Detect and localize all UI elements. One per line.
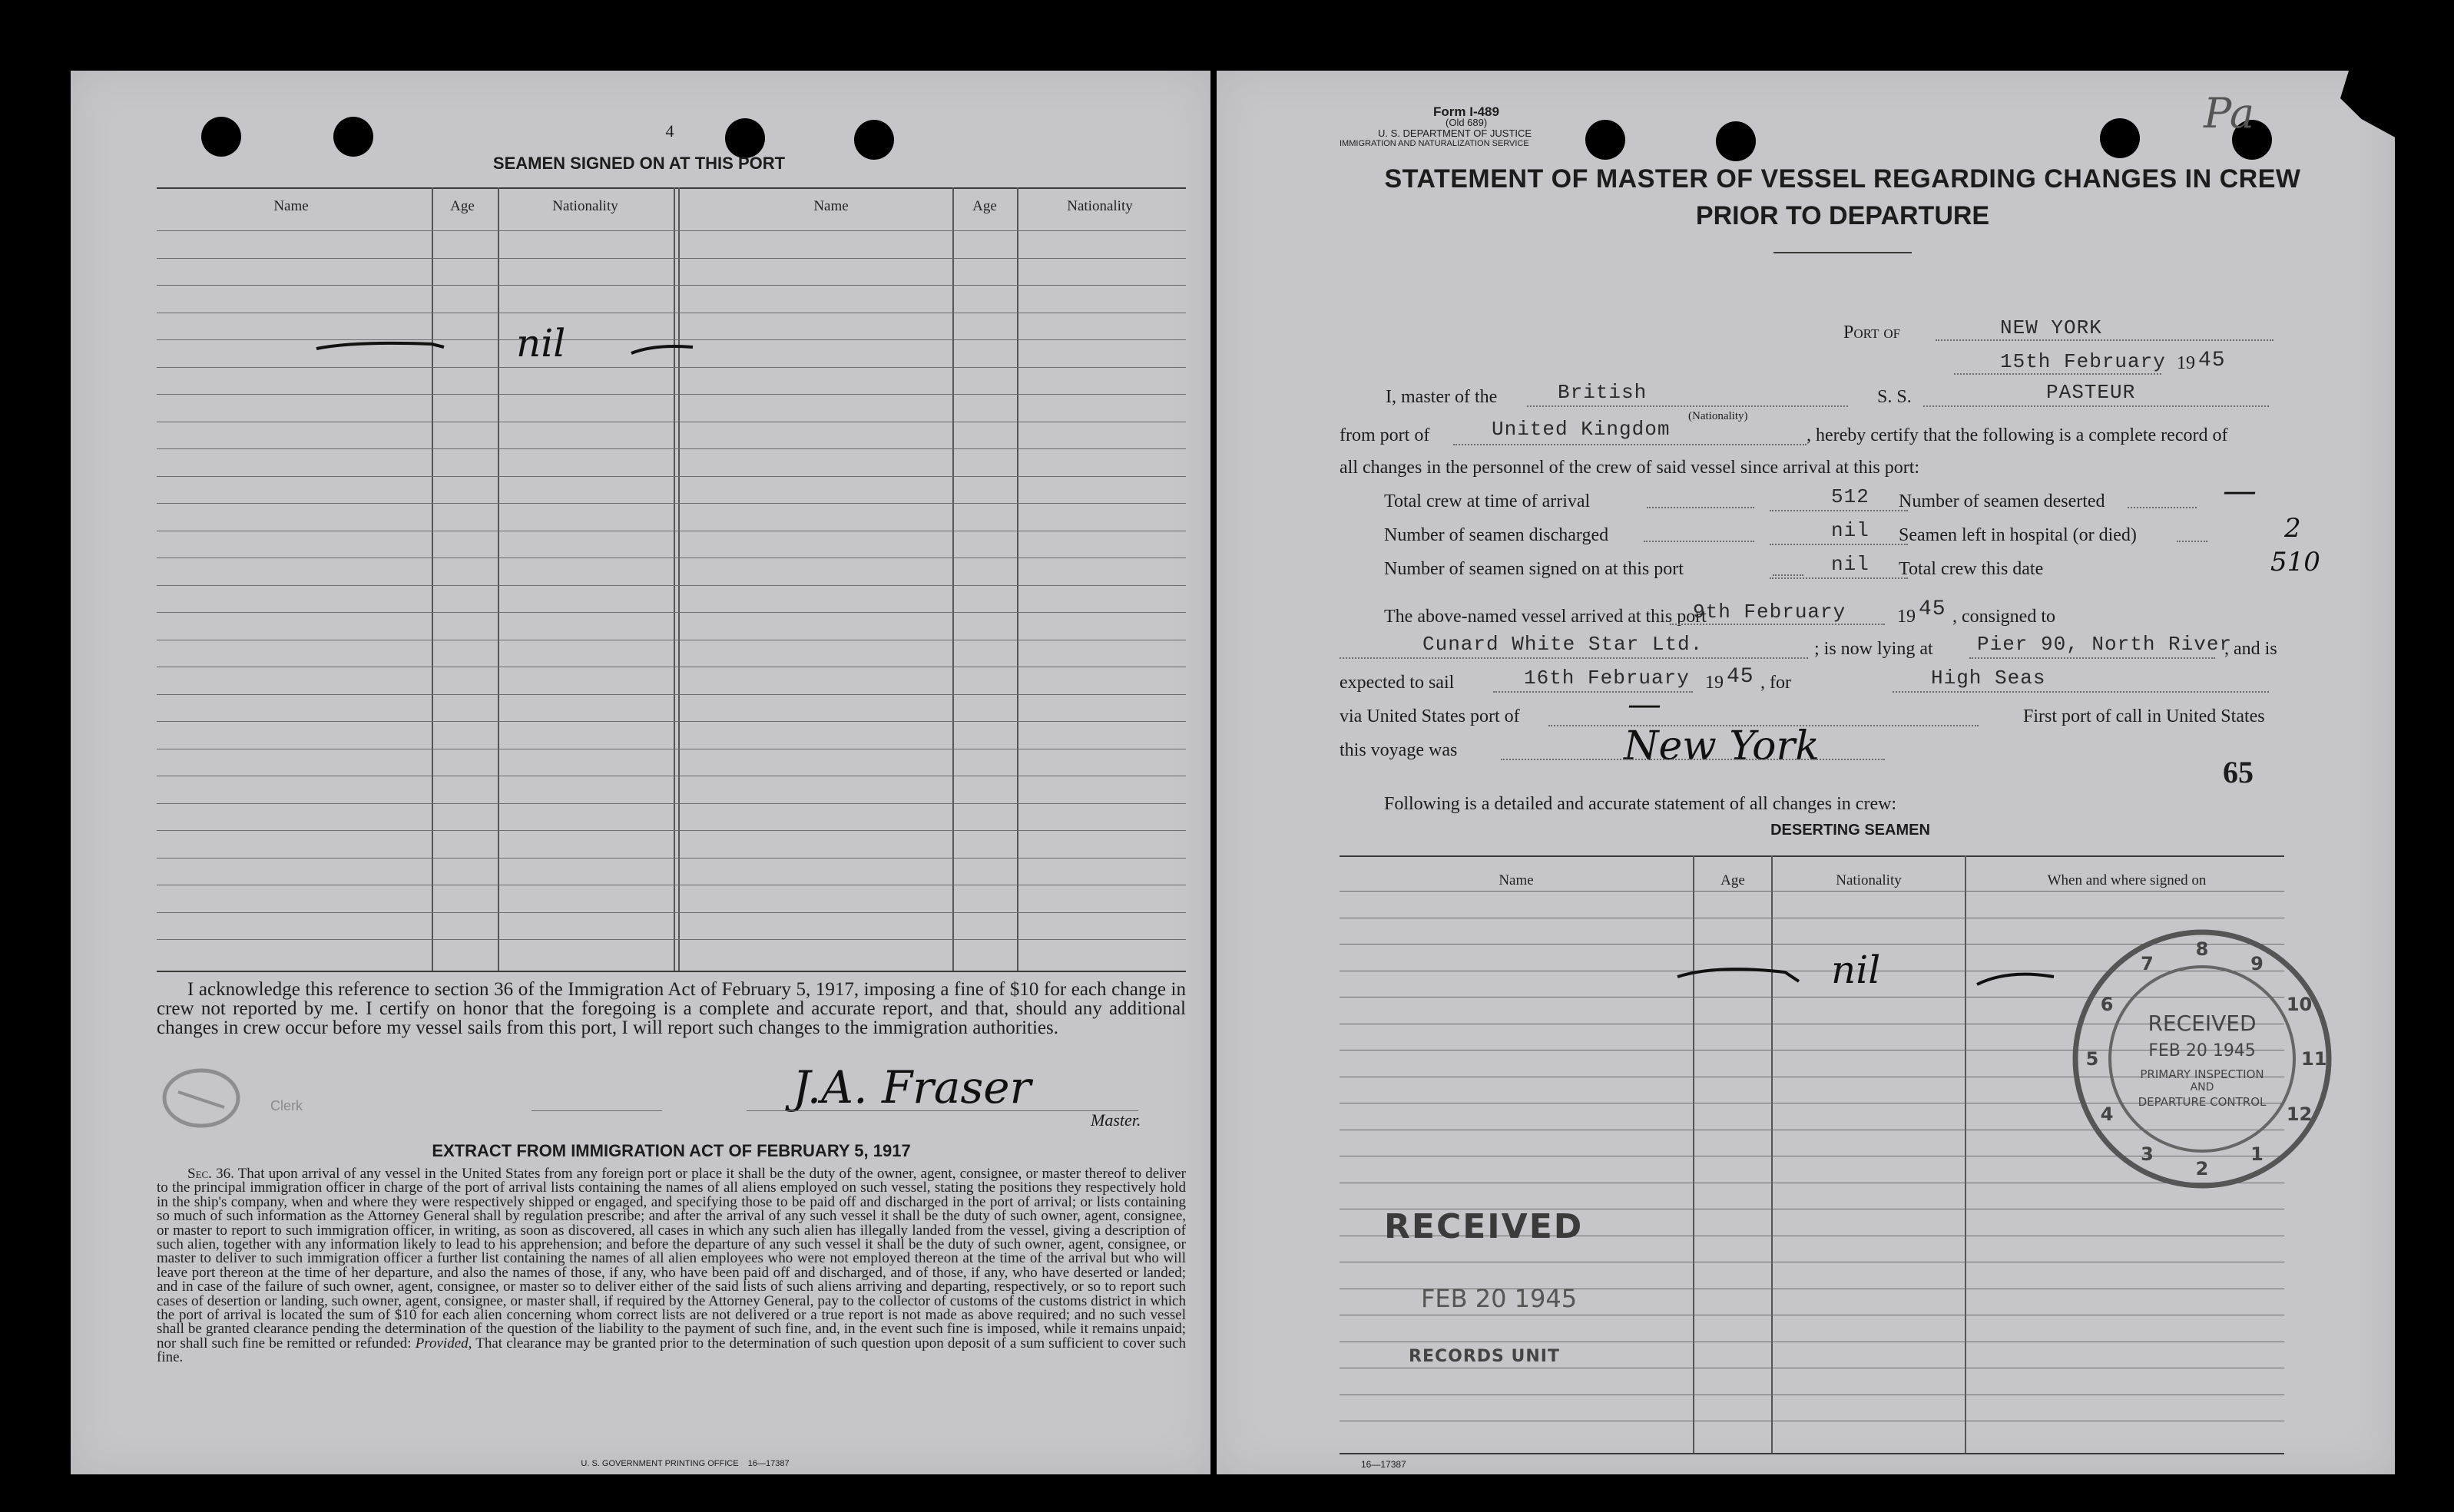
deserted-value: — (2223, 471, 2257, 511)
stamp-ring-number: 7 (2141, 953, 2154, 975)
table-row-rule (157, 858, 1186, 859)
table-row-rule (157, 721, 1186, 722)
for-label: , for (1760, 673, 1791, 693)
table-top-rule (157, 187, 1186, 189)
expected-line (1493, 691, 1693, 693)
page-number: 4 (665, 121, 674, 141)
arrived-year-prefix: 19 (1897, 607, 1916, 627)
stamp-ring-number: 11 (2301, 1048, 2327, 1070)
deserting-col-signed: When and where signed on (2047, 872, 2207, 888)
punch-hole (1585, 120, 1625, 160)
stamp-ring-number: 4 (2100, 1103, 2114, 1125)
ship-line (1923, 405, 2269, 407)
service: IMMIGRATION AND NATURALIZATION SERVICE (1340, 139, 1529, 148)
signed-on-value: nil (1831, 553, 1869, 576)
left-title: SEAMEN SIGNED ON AT THIS PORT (492, 154, 786, 173)
consigned-label: , consigned to (1952, 607, 2055, 627)
extract-body (157, 1167, 1186, 1365)
punch-hole (725, 118, 765, 158)
right-page (1217, 71, 2395, 1474)
deserting-col-age: Age (1720, 872, 1745, 888)
table-row-rule (157, 912, 1186, 913)
stamp-line1: PRIMARY INSPECTION (2140, 1067, 2264, 1081)
punch-hole (333, 117, 373, 157)
extract-section-label: Sec. 36. (187, 1166, 234, 1182)
consignee-line (1340, 657, 1808, 659)
table-row-rule (157, 585, 1186, 586)
col-divider (498, 187, 499, 971)
expected-year-prefix: 19 (1705, 673, 1724, 693)
expected-value: 16th February (1524, 667, 1690, 690)
all-changes-text: all changes in the personnel of the crew of said vessel since arrival at this port: (1340, 458, 1920, 478)
torn-corner (2315, 71, 2395, 140)
received-stamp: RECEIVED (1384, 1207, 1584, 1246)
extract-proviso: Provided, (415, 1335, 472, 1352)
department: U. S. DEPARTMENT OF JUSTICE (1378, 127, 1532, 139)
from-port-value: United Kingdom (1492, 418, 1671, 441)
stamp-ring-number: 10 (2286, 993, 2313, 1015)
consignee-value: Cunard White Star Ltd. (1422, 633, 1704, 656)
clerk-line (532, 1110, 662, 1111)
col-header-age-2: Age (972, 198, 997, 214)
table-bottom-rule (157, 971, 1186, 972)
col-divider (1693, 855, 1694, 1454)
col-header-nationality-2: Nationality (1067, 198, 1133, 214)
form-number: Form I-489 (1433, 104, 1499, 119)
lying-label: ; is now lying at (1814, 639, 1933, 659)
table-row-rule (157, 230, 1186, 231)
extract-end: That clearance may be granted prior to the determination of such question upon deposit of a sum sufficient to cover such fine. (157, 1335, 1186, 1366)
value-line (1770, 577, 1908, 579)
voyage-value: New York (1624, 723, 1820, 769)
corner-annotation: Pa (2204, 89, 2255, 137)
table-row-rule (157, 557, 1186, 558)
title-rule (1773, 252, 1912, 253)
table-row-rule (157, 285, 1186, 286)
table-row-rule (157, 258, 1186, 259)
deserting-col-name: Name (1499, 872, 1534, 888)
port-value: NEW YORK (2000, 316, 2102, 339)
via-value: — (1628, 685, 1661, 724)
ss-label: S. S. (1877, 387, 1912, 407)
handwritten-nil-text: nil (1831, 948, 1881, 992)
for-value: High Seas (1931, 667, 2046, 690)
acknowledgement-text: I acknowledge this reference to section 36 of the Immigration Act of February 5, 1917, imposing a fine of $10 for each change in crew not reported by me. I certify on honor that the foregoing is a complete and accurate report, and that, should any additional changes in crew occur before my vessel sails from this port, I will report such changes to the immigration authorities. (157, 979, 1186, 1038)
table-row-rule (157, 612, 1186, 613)
deserting-table-top (1340, 855, 2284, 857)
total-crew-arrival-label: Total crew at time of arrival (1384, 491, 1591, 511)
round-receipt-stamp (2068, 925, 2336, 1193)
and-is-label: , and is (2224, 639, 2277, 659)
extract-title: EXTRACT FROM IMMIGRATION ACT OF FEBRUARY 5, 1917 (432, 1141, 911, 1160)
via-label: via United States port of (1340, 706, 1520, 726)
leader-dots (1644, 541, 1754, 542)
hospital-label: Seamen left in hospital (or died) (1899, 525, 2137, 545)
nationality-line (1527, 405, 1848, 407)
certify-text: , hereby certify that the following is a complete record of (1807, 425, 2228, 445)
col-divider (674, 187, 675, 971)
received-date: FEB 20 1945 (1421, 1284, 1578, 1313)
leader-dots (1647, 507, 1754, 508)
year-prefix: 19 (2177, 353, 2195, 373)
table-row-rule (1340, 891, 2284, 892)
port-line (1936, 339, 2274, 341)
col-header-nationality-1: Nationality (552, 198, 618, 214)
stamp-ring-number: 12 (2286, 1103, 2313, 1125)
table-row-rule (157, 694, 1186, 695)
lying-line (1969, 657, 2215, 659)
leader-dots (2177, 541, 2207, 542)
for-line (1893, 691, 2269, 693)
table-row-rule (157, 939, 1186, 940)
table-row-rule (157, 394, 1186, 395)
master-label: Master. (1091, 1110, 1141, 1130)
handwritten-nil-left (309, 321, 739, 367)
stamp-ring-number: 5 (2085, 1048, 2099, 1070)
stamp-ring-number: 1 (2250, 1143, 2264, 1165)
year-value: 45 (2198, 349, 2226, 372)
signed-on-label: Number of seamen signed on at this port (1384, 559, 1684, 579)
expected-year: 45 (1727, 665, 1754, 689)
nationality-caption: (Nationality) (1688, 410, 1748, 422)
col-divider (1965, 855, 1966, 1454)
deserting-title: DESERTING SEAMEN (1770, 822, 1930, 839)
date-value: 15th February (2000, 350, 2166, 373)
clerk-stamp (155, 1061, 339, 1138)
from-port-line (1453, 444, 1807, 445)
col-divider (1771, 855, 1773, 1454)
leader-dots (1773, 574, 1803, 576)
form-title-line1: STATEMENT OF MASTER OF VESSEL REGARDING CHANGES IN CREW (1384, 164, 2301, 194)
arrived-line (1670, 624, 1885, 625)
lying-value: Pier 90, North River (1977, 633, 2233, 656)
table-row-rule (157, 803, 1186, 804)
value-line (1770, 510, 1908, 511)
port-label: Port of (1843, 323, 1901, 342)
punch-hole (1716, 121, 1756, 161)
deserting-table-bottom (1340, 1453, 2284, 1454)
stamp-ring-number: 3 (2141, 1143, 2154, 1165)
printing-office: U. S. GOVERNMENT PRINTING OFFICE 16—17387 (581, 1459, 790, 1468)
col-header-name-2: Name (813, 198, 849, 214)
hospital-value: 2 (2284, 513, 2301, 544)
stamp-ring-number: 2 (2195, 1158, 2209, 1179)
stamp-ring-number: 6 (2100, 993, 2114, 1015)
date-line (1954, 373, 2161, 375)
deserting-col-nationality: Nationality (1836, 872, 1902, 888)
ship-name: PASTEUR (2046, 381, 2136, 404)
total-crew-arrival-value: 512 (1831, 485, 1869, 508)
stamp-ring-number: 9 (2250, 953, 2264, 975)
footer-code: 16—17387 (1361, 1459, 1406, 1470)
page-number-stamp: 65 (2223, 755, 2254, 789)
voyage-label: this voyage was (1340, 740, 1458, 760)
arrived-label: The above-named vessel arrived at this port (1384, 607, 1707, 627)
stamp-line2: AND (2190, 1081, 2214, 1093)
extract-text: That upon arrival of any vessel in the United States from any foreign port or place it shall be the duty of the owner, agent, consignee, or master thereof to deliver to the principal immigration officer in charge of the port of arrival lists containing the names of all aliens employed on such vessel, stating the positions they respectively hold in the ship's company, when and where they were respectively shipped or engaged, and specifying those to be paid off and discharged in the port of arrival; or lists containing so much of such information as the Attorney General shall by regulation prescribe; and after the arrival of any such vessel it shall be the duty of such owner, agent, consignee, or master to report to such immigration officer, in writing, as soon as discovered, all cases in which any such alien has illegally landed from the vessel, giving a description of such alien, together with any information likely to lead to his apprehension; and before the departure of any such vessel it shall be the duty of such owner, agent, consignee, or master to deliver to such immigration officer a further list containing the names of all alien employees who were not employed thereon at the time of the arrival but who will leave port thereon at the time of her departure, and also the names of those, if any, who have been paid off and discharged, and of those, if any, who have deserted or landed; and in case of the failure of such owner, agent, consignee, or master so to deliver either of the said lists of such aliens arriving and departing, respectively, or so to report such cases of desertion or landing, such owner, agent, consignee, or master shall, if required by the Attorney General, pay to the collector of customs of the customs district in which the port of arrival is located the sum of $10 for each alien concerning whom correct lists are not delivered or a true report is not made as above required; and no such vessel shall be granted clearance pending the determination of the question of the liability to the payment of such fine, and, in the event such fine is imposed, while it remains unpaid; nor shall such fine be remitted or refunded: (157, 1166, 1186, 1352)
total-crew-date-label: Total crew this date (1899, 559, 2044, 579)
stamp-line3: DEPARTURE CONTROL (2138, 1095, 2267, 1109)
signature-line (747, 1110, 1138, 1111)
form-title-line2: PRIOR TO DEPARTURE (1695, 201, 1990, 230)
arrived-year: 45 (1919, 597, 1946, 621)
master-of-label: I, master of the (1386, 387, 1498, 407)
table-row-rule (157, 503, 1186, 504)
following-text: Following is a detailed and accurate statement of all changes in crew: (1384, 794, 1897, 814)
form-old: (Old 689) (1446, 117, 1488, 128)
col-divider (952, 187, 954, 971)
first-port-label: First port of call in United States (2023, 706, 2265, 726)
arrived-value: 9th February (1693, 600, 1846, 624)
clerk-label: Clerk (270, 1098, 303, 1113)
total-crew-date-value: 510 (2270, 547, 2320, 577)
value-line (1770, 544, 1908, 545)
table-row-rule (157, 448, 1186, 449)
voyage-line (1501, 759, 1885, 760)
stamp-ring-number: 8 (2195, 938, 2209, 960)
handwritten-nil-right (1670, 946, 2069, 1000)
handwritten-nil-text: nil (516, 321, 566, 366)
col-divider (1017, 187, 1018, 971)
expected-label: expected to sail (1340, 673, 1455, 693)
col-header-name-1: Name (273, 198, 309, 214)
nationality-value: British (1558, 381, 1648, 404)
table-row-rule (157, 476, 1186, 477)
from-port-label: from port of (1340, 425, 1430, 445)
table-row-rule (157, 830, 1186, 831)
punch-hole (201, 117, 241, 157)
discharged-label: Number of seamen discharged (1384, 525, 1609, 545)
deserted-label: Number of seamen deserted (1899, 491, 2105, 511)
records-unit: RECORDS UNIT (1409, 1347, 1560, 1366)
discharged-value: nil (1831, 519, 1869, 542)
stamp-center-word: RECEIVED (2148, 1011, 2257, 1036)
left-page (71, 71, 1210, 1474)
col-divider (678, 187, 680, 971)
col-header-age-1: Age (450, 198, 475, 214)
col-divider (432, 187, 433, 971)
punch-hole (2100, 118, 2140, 158)
leader-dots (2128, 507, 2197, 508)
master-signature: J.A. Fraser (793, 1061, 1032, 1113)
stamp-date: FEB 20 1945 (2148, 1041, 2256, 1060)
